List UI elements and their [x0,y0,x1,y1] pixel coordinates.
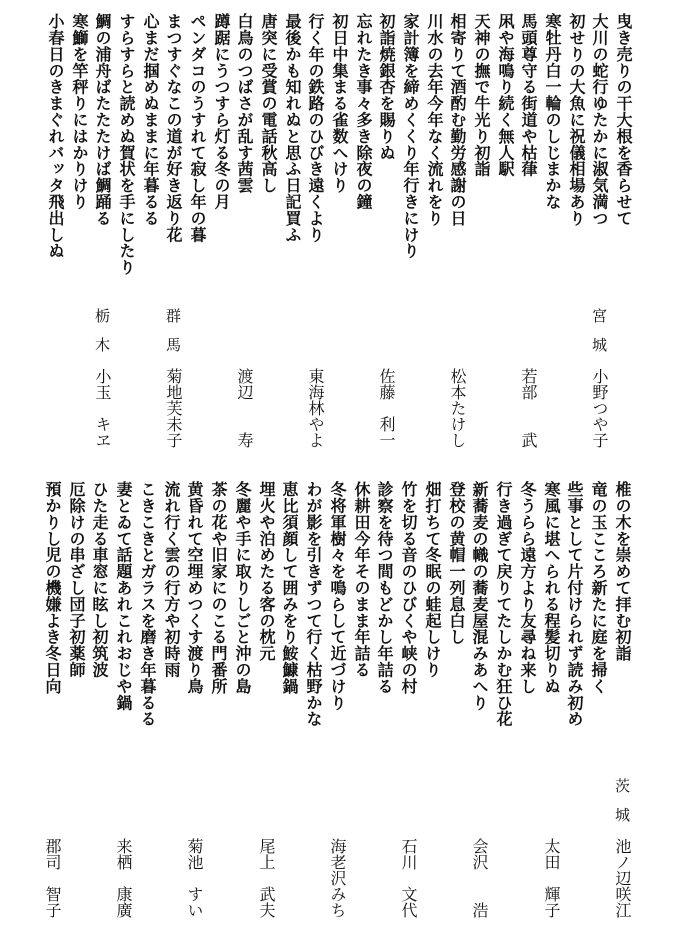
haiku-column: こきこきとガラスを磨き年暮るる [138,481,157,727]
haiku-column: まつすぐなこの道が好き返り花 [164,13,183,243]
haiku-column: 鯛の浦舟ばたたたけば鯛踊る [93,13,112,227]
haiku-column: 寒牡丹白一輪のしじまかな [543,13,562,210]
haiku-column: 預かりし児の機嫌よき冬日向 [43,481,62,695]
haiku-column: 忘れたき事々多き除夜の鐘 [354,13,373,210]
haiku-column: 曳き売りの干大根を香らせて [614,13,633,227]
haiku-column: 新蕎麦の幟の蕎麦屋混みあへり [470,481,489,711]
author-name: 郡司 智子 [43,838,62,918]
haiku-column: 蹲踞にうつすら灯る冬の月 [212,13,231,210]
author-name: 東海林やよ [306,368,325,448]
haiku-column: ペンダコのうすれて寂し年の暮 [188,13,207,243]
haiku-column: 相寄りて酒酌む勤労感謝の日 [448,13,467,227]
haiku-column: 冬うらら遠方より友尋ね来し [518,481,537,695]
haiku-column: 初詣焼銀杏を賜りぬ [377,13,396,161]
author-name: 菊池 すい [185,838,204,918]
author-name: 菊地芙未子 [164,368,183,448]
haiku-column: 恵比須顔して囲みをり鮟鱇鍋 [280,481,299,695]
haiku-column: 茶の花や旧家にのこる門番所 [209,481,228,695]
author-prefecture: 茨城 [613,778,631,836]
author-name: 小野つや子 [590,368,609,448]
haiku-column: 行き過ぎて戻りてたしかむ狂ひ花 [494,481,513,727]
haiku-column: 初日中集まる雀数へけり [330,13,349,194]
haiku-column: 初せりの大魚に祝儀相場あり [567,13,586,227]
author-name: 若部 武 [519,368,538,448]
haiku-column: 休耕田今年そのまま年詰る [352,481,371,678]
haiku-column: 埋火や泊めたる客の枕元 [257,481,276,662]
haiku-column: 登校の黄帽一列息白し [447,481,466,645]
haiku-column: 凩や海鳴り続く無人駅 [496,13,515,177]
haiku-column: ひた走る車窓に眩し初筑波 [90,481,109,678]
author-name: 会沢 浩 [470,838,489,918]
haiku-column: 竹を切る音のひびくや峡の村 [399,481,418,695]
haiku-column: 妻とゐて話題あれこれおじや鍋 [114,481,133,711]
author-name: 渡辺 寿 [235,368,254,448]
haiku-column: 椎の木を崇めて拝む初詣 [613,481,632,662]
author-name: 太田 輝子 [542,838,561,918]
haiku-column: 寒風に堪へられる程髪切りぬ [542,481,561,695]
author-name: 佐藤 利一 [377,368,396,448]
haiku-column: 冬将軍樹々を鳴らして近づけり [328,481,347,711]
haiku-column: 寒鰤を竿秤りにはかりけり [70,13,89,210]
haiku-column: 竜の玉こころ新たに庭を掃く [589,481,608,695]
haiku-column: 家計簿を締めくくり年行きにけり [401,13,420,259]
haiku-column: 唐突に受賞の電話秋高し [259,13,278,194]
author-name: 石川 文代 [399,838,418,918]
haiku-column: 馬頭尊守る街道や枯葎 [519,13,538,177]
haiku-column: すらすらと読めぬ賀状を手にしたり [117,13,136,276]
author-name: 尾上 武夫 [257,838,276,918]
author-prefecture: 群馬 [164,308,182,366]
haiku-column: 天神の撫で牛光り初詣 [472,13,491,177]
author-name: 池ノ辺咲江 [613,838,632,918]
author-name: 海老沢みち [328,838,347,918]
haiku-column: 行く年の鉄路のひびき遠くより [306,13,325,243]
author-prefecture: 栃木 [93,308,111,366]
haiku-column: 最後かも知れぬと思ふ日記買ふ [283,13,302,243]
haiku-column: 診察を待つ間もどかし年詰る [375,481,394,695]
author-prefecture: 宮城 [590,308,608,366]
author-name: 小玉 キヱ [93,368,112,448]
author-name: 来栖 康廣 [114,838,133,918]
haiku-column: 畑打ちて冬眠の蛙起しけり [423,481,442,678]
haiku-column: わが影を引きずつて行く枯野かな [304,481,323,727]
author-name: 松本たけし [448,368,467,448]
haiku-column: 黄昏れて空埋めつくす渡り鳥 [185,481,204,695]
haiku-column: 川水の去年今年なく流れをり [425,13,444,227]
haiku-column: 大川の蛇行ゆたかに淑気満つ [590,13,609,227]
haiku-column: 流れ行く雲の行方や初時雨 [162,481,181,678]
haiku-column: 厄除けの串ざし団子初薬師 [67,481,86,678]
haiku-column: 白鳥のつばさが乱す茜雲 [235,13,254,194]
haiku-column: 冬麗や手に取りしごと沖の島 [233,481,252,695]
haiku-column: 心まだ掴めぬままに年暮るる [141,13,160,227]
bottom-haiku-section [0,465,673,930]
haiku-column: 些事として片付けられず読み初め [565,481,584,727]
haiku-column: 小春日のきまぐれバッタ飛出しぬ [46,13,65,259]
